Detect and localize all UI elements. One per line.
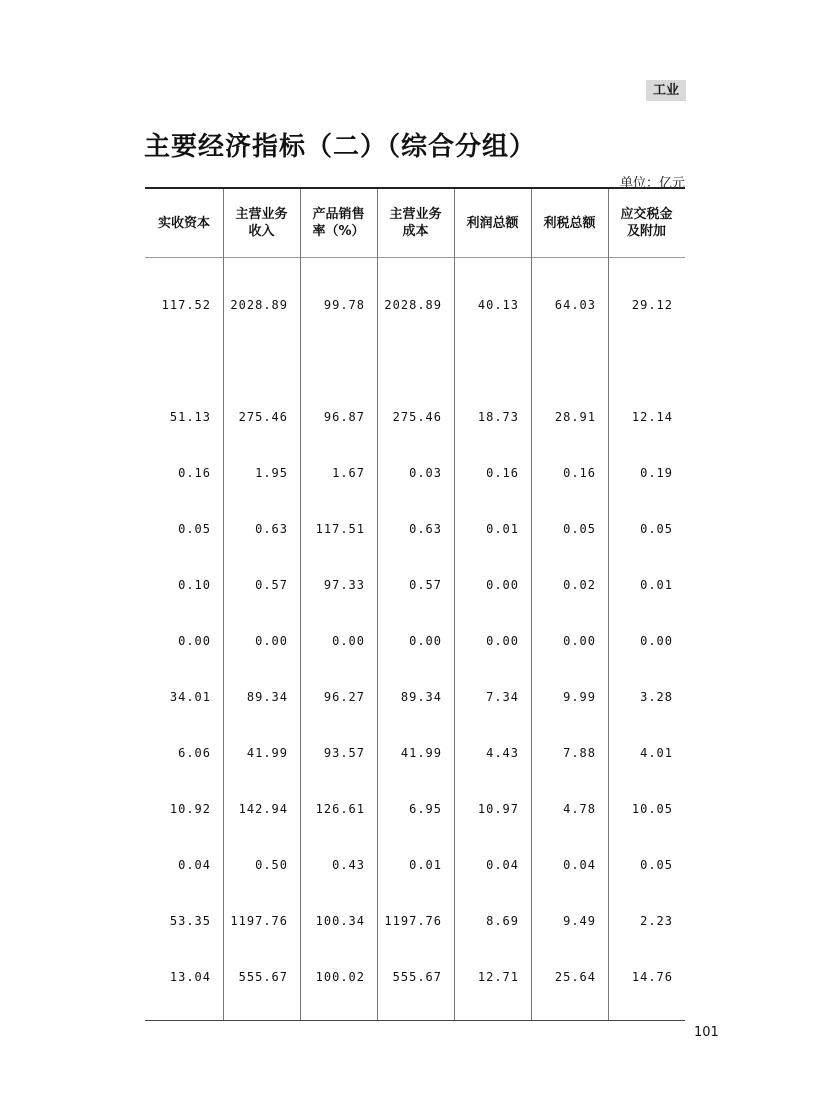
table-cell: 275.46	[238, 410, 288, 424]
table-cell: 555.67	[238, 970, 288, 984]
table-cell: 2.23	[640, 914, 673, 928]
table-cell: 117.51	[315, 522, 365, 536]
table-cell: 0.16	[178, 466, 211, 480]
table-cell: 64.03	[554, 298, 596, 312]
table-cell: 0.00	[486, 634, 519, 648]
table-cell: 3.28	[640, 690, 673, 704]
data-table	[145, 187, 685, 1021]
page-number: 101	[694, 1025, 719, 1040]
table-cell: 13.04	[169, 970, 211, 984]
column-header: 主营业务 收入	[235, 207, 288, 239]
table-cell: 7.34	[486, 690, 519, 704]
table-cell: 41.99	[246, 746, 288, 760]
table-cell: 1.67	[332, 466, 365, 480]
column-header: 主营业务 成本	[389, 207, 442, 239]
table-cell: 8.69	[486, 914, 519, 928]
table-cell: 0.00	[486, 578, 519, 592]
table-cell: 0.03	[409, 466, 442, 480]
table-cell: 4.01	[640, 746, 673, 760]
table-cell: 0.63	[255, 522, 288, 536]
column-header: 应交税金 及附加	[620, 207, 673, 239]
table-cell: 18.73	[477, 410, 519, 424]
table-cell: 93.57	[323, 746, 365, 760]
table-cell: 0.10	[178, 578, 211, 592]
table-cell: 0.04	[486, 858, 519, 872]
table-cell: 0.63	[409, 522, 442, 536]
table-cell: 0.01	[409, 858, 442, 872]
table-cell: 34.01	[169, 690, 211, 704]
table-cell: 6.06	[178, 746, 211, 760]
column-header: 实收资本	[157, 215, 210, 231]
table-cell: 0.43	[332, 858, 365, 872]
table-cell: 1197.76	[384, 914, 442, 928]
table-cell: 4.43	[486, 746, 519, 760]
column-header: 产品销售 率（%）	[312, 207, 365, 239]
table-cell: 0.57	[409, 578, 442, 592]
table-cell: 89.34	[400, 690, 442, 704]
table-cell: 1197.76	[230, 914, 288, 928]
table-cell: 9.99	[563, 690, 596, 704]
table-cell: 117.52	[161, 298, 211, 312]
table-cell: 0.57	[255, 578, 288, 592]
table-cell: 0.00	[255, 634, 288, 648]
table-cell: 0.50	[255, 858, 288, 872]
table-cell: 6.95	[409, 802, 442, 816]
page-title: 主要经济指标（二）（综合分组）	[144, 132, 537, 162]
table-cell: 12.71	[477, 970, 519, 984]
table-cell: 0.00	[640, 634, 673, 648]
table-cell: 0.00	[563, 634, 596, 648]
table-cell: 0.16	[563, 466, 596, 480]
table-cell: 142.94	[238, 802, 288, 816]
table-cell: 0.04	[178, 858, 211, 872]
table-cell: 0.00	[409, 634, 442, 648]
table-cell: 9.49	[563, 914, 596, 928]
table-cell: 29.12	[631, 298, 673, 312]
column-header: 利润总额	[466, 215, 519, 231]
table-cell: 0.05	[178, 522, 211, 536]
table-cell: 7.88	[563, 746, 596, 760]
table-cell: 1.95	[255, 466, 288, 480]
table-cell: 14.76	[631, 970, 673, 984]
unit-label: 单位：亿元	[619, 176, 685, 191]
table-cell: 96.87	[323, 410, 365, 424]
header-divider	[145, 257, 685, 258]
table-cell: 2028.89	[230, 298, 288, 312]
table-cell: 99.78	[323, 298, 365, 312]
table-cell: 10.97	[477, 802, 519, 816]
table-cell: 0.19	[640, 466, 673, 480]
table-cell: 0.04	[563, 858, 596, 872]
table-cell: 10.05	[631, 802, 673, 816]
table-cell: 41.99	[400, 746, 442, 760]
table-cell: 0.00	[332, 634, 365, 648]
table-cell: 12.14	[631, 410, 673, 424]
table-cell: 126.61	[315, 802, 365, 816]
table-cell: 51.13	[169, 410, 211, 424]
table-cell: 4.78	[563, 802, 596, 816]
table-cell: 40.13	[477, 298, 519, 312]
table-cell: 89.34	[246, 690, 288, 704]
table-cell: 10.92	[169, 802, 211, 816]
table-cell: 0.16	[486, 466, 519, 480]
table-cell: 96.27	[323, 690, 365, 704]
table-cell: 97.33	[323, 578, 365, 592]
table-cell: 555.67	[392, 970, 442, 984]
table-cell: 0.05	[640, 858, 673, 872]
table-cell: 0.05	[640, 522, 673, 536]
table-cell: 100.34	[315, 914, 365, 928]
section-tag: 工业	[646, 80, 686, 101]
table-cell: 0.01	[486, 522, 519, 536]
table-cell: 100.02	[315, 970, 365, 984]
table-cell: 2028.89	[384, 298, 442, 312]
column-header: 利税总额	[543, 215, 596, 231]
table-cell: 0.00	[178, 634, 211, 648]
table-cell: 0.01	[640, 578, 673, 592]
table-cell: 0.02	[563, 578, 596, 592]
table-cell: 0.05	[563, 522, 596, 536]
table-cell: 25.64	[554, 970, 596, 984]
table-cell: 275.46	[392, 410, 442, 424]
table-cell: 53.35	[169, 914, 211, 928]
table-cell: 28.91	[554, 410, 596, 424]
